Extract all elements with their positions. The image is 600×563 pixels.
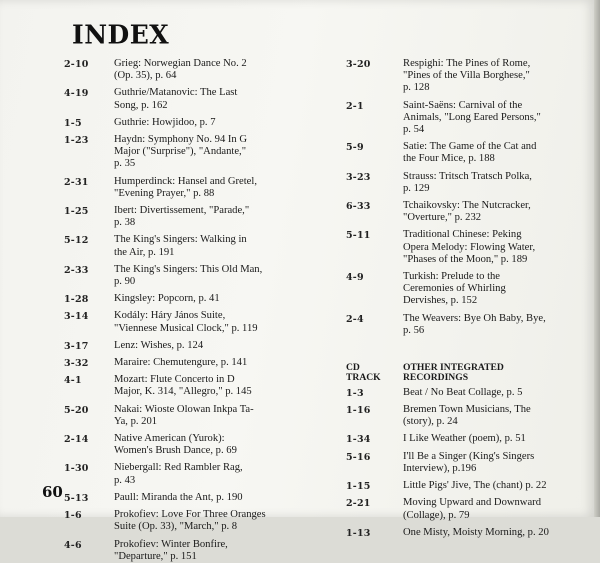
index-entry [64, 374, 326, 398]
entry-line: Women's Brush Dance, p. 69 [114, 445, 237, 457]
entry-line: Opera Melody: Flowing Water, [403, 241, 536, 253]
cd-track-number: 1-30 [64, 463, 89, 475]
index-entry [346, 527, 590, 539]
index-entry [64, 234, 326, 258]
entry-line: Prokofiev: Winter Bonfire, [114, 538, 228, 550]
entry-line: Humperdinck: Hansel and Gretel, [114, 175, 257, 187]
entry-line: Strauss: Tritsch Tratsch Polka, [403, 170, 532, 182]
entry-line: p. 38 [114, 217, 136, 229]
entry-description [114, 176, 326, 200]
entry-description [114, 293, 326, 305]
entry-line: Tchaikovsky: The Nutcracker, [403, 200, 531, 212]
cd-track-number: 3-20 [346, 59, 371, 70]
entry-description [403, 480, 590, 492]
index-entry [346, 480, 590, 492]
cd-track-number: 2-1 [346, 100, 364, 112]
cd-track-number: 1-5 [64, 117, 82, 129]
index-entry [64, 404, 326, 428]
entry-line: Satie: The Game of the Cat and [403, 141, 537, 153]
entry-line: Guthrie/Matanovic: The Last [114, 87, 238, 99]
entry-line: Major ("Surprise"), "Andante," [114, 146, 247, 158]
entry-description [403, 527, 590, 539]
cd-heading-line: CD [346, 362, 360, 374]
index-entry [346, 58, 590, 95]
index-left-column [64, 58, 326, 563]
cd-track-number: 6-33 [346, 201, 371, 213]
cd-track-number: 4-19 [64, 88, 89, 100]
index-entry [346, 433, 590, 445]
cd-track-number: 1-34 [346, 434, 371, 446]
entry-description [114, 87, 326, 111]
entry-line: Mozart: Flute Concerto in D [114, 374, 235, 386]
entry-line: Niebergall: Red Rambler Rag, [114, 462, 243, 474]
entry-line: "Departure," p. 151 [114, 550, 197, 562]
entry-description [403, 404, 590, 428]
cd-track-number: 1-6 [64, 510, 82, 522]
cd-track-number: 1-25 [64, 206, 89, 218]
other-recordings-list [346, 387, 590, 539]
entry-line: p. 35 [114, 158, 136, 170]
cd-track-number: 3-17 [64, 340, 89, 352]
track-heading-line: TRACK [346, 372, 381, 384]
entry-line: the Four Mice, p. 188 [403, 153, 495, 165]
entry-line: Ibert: Divertissement, "Parade," [114, 205, 250, 217]
entry-description [403, 497, 590, 521]
cd-track-number: 4-1 [64, 375, 82, 387]
entry-description [114, 340, 326, 352]
entry-line: Song, p. 162 [114, 99, 168, 111]
entry-line: Maraire: Chemutengure, p. 141 [114, 357, 248, 369]
index-entry [64, 492, 326, 504]
entry-line: (Op. 35), p. 64 [114, 70, 177, 82]
entry-description [114, 357, 326, 369]
index-entry [346, 387, 590, 399]
index-entry [64, 134, 326, 171]
cd-track-number: 1-13 [346, 527, 371, 539]
cd-track-number: 5-11 [346, 230, 371, 242]
index-entry [64, 293, 326, 305]
entry-line: Major, K. 314, "Allegro," p. 145 [114, 386, 252, 398]
entry-line: The King's Singers: This Old Man, [114, 263, 263, 275]
index-right-list [346, 58, 590, 337]
cd-track-number: 1-15 [346, 481, 371, 493]
index-entry [346, 313, 590, 337]
index-entry [64, 117, 326, 129]
entry-line: Dervishes, p. 152 [403, 295, 478, 307]
index-entry [64, 340, 326, 352]
index-entry [346, 451, 590, 475]
index-entry [64, 205, 326, 229]
entry-line: I Like Weather (poem), p. 51 [403, 433, 526, 445]
entry-description [403, 313, 590, 337]
cd-track-number: 3-23 [346, 171, 371, 183]
section-title-line: RECORDINGS [403, 372, 469, 384]
entry-line: The Weavers: Bye Oh Baby, Bye, [403, 312, 546, 324]
cd-track-number: 3-32 [64, 358, 89, 370]
cd-track-number: 5-9 [346, 142, 364, 154]
entry-description [114, 234, 326, 258]
other-recordings-title [403, 363, 590, 384]
entry-line: Suite (Op. 33), "March," p. 8 [114, 521, 238, 533]
cd-track-number: 5-12 [64, 235, 89, 247]
entry-line: p. 54 [403, 124, 425, 136]
entry-description [114, 492, 326, 504]
entry-line: Ceremonies of Whirling [403, 283, 506, 295]
entry-line: "Pines of the Villa Borghese," [403, 70, 530, 82]
entry-line: p. 129 [403, 182, 430, 194]
entry-line: Respighi: The Pines of Rome, [403, 58, 531, 69]
entry-description [403, 229, 590, 266]
index-entry [64, 58, 326, 82]
entry-line: Beat / No Beat Collage, p. 5 [403, 386, 523, 398]
entry-line: Haydn: Symphony No. 94 In G [114, 134, 248, 146]
book-spine-shadow [594, 0, 600, 517]
cd-track-number: 1-23 [64, 135, 89, 147]
entry-line: Interview), p.196 [403, 462, 477, 474]
index-entry [64, 539, 326, 563]
page-title: INDEX [72, 19, 170, 50]
entry-description [403, 271, 590, 308]
cd-track-number: 5-20 [64, 404, 89, 416]
cd-track-number: 1-3 [346, 387, 364, 399]
entry-line: p. 90 [114, 276, 136, 288]
index-entry [346, 404, 590, 428]
entry-line: Kodály: Háry János Suite, [114, 310, 226, 322]
page-number: 60 [42, 483, 63, 501]
entry-line: Lenz: Wishes, p. 124 [114, 339, 204, 351]
cd-track-number: 5-13 [64, 492, 89, 504]
cd-track-number: 4-6 [64, 539, 82, 551]
entry-line: One Misty, Moisty Morning, p. 20 [403, 526, 549, 538]
entry-description [114, 134, 326, 171]
index-entry [346, 200, 590, 224]
entry-description [114, 539, 326, 563]
index-entry [346, 100, 590, 137]
cd-track-number: 4-9 [346, 272, 364, 284]
cd-track-number: 1-16 [346, 405, 371, 417]
entry-line: p. 43 [114, 474, 136, 486]
entry-description [403, 387, 590, 399]
entry-line: Bremen Town Musicians, The [403, 404, 531, 416]
entry-line: I'll Be a Singer (King's Singers [403, 450, 535, 462]
entry-line: "Evening Prayer," p. 88 [114, 187, 215, 199]
index-entry [64, 310, 326, 334]
entry-description [114, 509, 326, 533]
entry-line: Saint-Saëns: Carnival of the [403, 99, 523, 111]
index-entry [64, 509, 326, 533]
index-right-column [346, 58, 590, 539]
cd-track-number: 3-14 [64, 311, 89, 323]
index-entry [64, 87, 326, 111]
index-entry [64, 176, 326, 200]
cd-track-number: 5-16 [346, 451, 371, 463]
entry-description [114, 433, 326, 457]
entry-line: Grieg: Norwegian Dance No. 2 [114, 58, 247, 69]
index-entry [346, 171, 590, 195]
entry-description [403, 58, 590, 95]
other-recordings-header [346, 363, 590, 384]
entry-description [403, 171, 590, 195]
section-title-line: OTHER INTEGRATED [403, 362, 504, 374]
entry-description [403, 141, 590, 165]
entry-line: the Air, p. 191 [114, 246, 175, 258]
entry-description [114, 374, 326, 398]
cd-track-number: 1-28 [64, 294, 89, 306]
entry-line: (Collage), p. 79 [403, 509, 470, 521]
entry-description [114, 117, 326, 129]
entry-line: (story), p. 24 [403, 416, 458, 428]
entry-line: Traditional Chinese: Peking [403, 229, 522, 241]
entry-line: "Phases of the Moon," p. 189 [403, 253, 528, 265]
entry-description [403, 451, 590, 475]
entry-line: Guthrie: Howjidoo, p. 7 [114, 116, 216, 128]
entry-line: Kingsley: Popcorn, p. 41 [114, 293, 220, 305]
index-entry [346, 497, 590, 521]
entry-description [403, 100, 590, 137]
index-entry [64, 433, 326, 457]
cd-track-number: 2-4 [346, 313, 364, 325]
entry-line: Prokofiev: Love For Three Oranges [114, 509, 266, 521]
entry-line: Nakai: Wioste Olowan Inkpa Ta- [114, 403, 254, 415]
entry-line: Moving Upward and Downward [403, 497, 541, 509]
cd-track-number: 2-31 [64, 176, 89, 188]
entry-line: p. 56 [403, 324, 425, 336]
entry-line: Little Pigs' Jive, The (chant) p. 22 [403, 480, 547, 492]
entry-description [114, 205, 326, 229]
entry-line: Ya, p. 201 [114, 415, 158, 427]
cd-track-heading [346, 363, 390, 384]
index-entry [346, 141, 590, 165]
entry-line: Paull: Miranda the Ant, p. 190 [114, 491, 243, 503]
entry-line: Native American (Yurok): [114, 433, 225, 445]
entry-line: p. 128 [403, 82, 430, 94]
entry-line: Turkish: Prelude to the [403, 271, 501, 283]
cd-track-number: 2-21 [346, 498, 371, 510]
entry-description [403, 200, 590, 224]
index-entry [346, 271, 590, 308]
entry-description [403, 433, 590, 445]
entry-line: The King's Singers: Walking in [114, 234, 247, 246]
cd-track-number: 2-33 [64, 264, 89, 276]
index-entry [346, 229, 590, 266]
entry-description [114, 404, 326, 428]
index-entry [64, 264, 326, 288]
index-entry [64, 462, 326, 486]
entry-line: "Viennese Musical Clock," p. 119 [114, 322, 258, 334]
entry-description [114, 310, 326, 334]
entry-description [114, 58, 326, 82]
index-entry [64, 357, 326, 369]
entry-description [114, 462, 326, 486]
entry-description [114, 264, 326, 288]
entry-line: Animals, "Long Eared Persons," [403, 111, 541, 123]
cd-track-number: 2-14 [64, 434, 89, 446]
entry-line: "Overture," p. 232 [403, 212, 482, 224]
cd-track-number: 2-10 [64, 59, 89, 70]
